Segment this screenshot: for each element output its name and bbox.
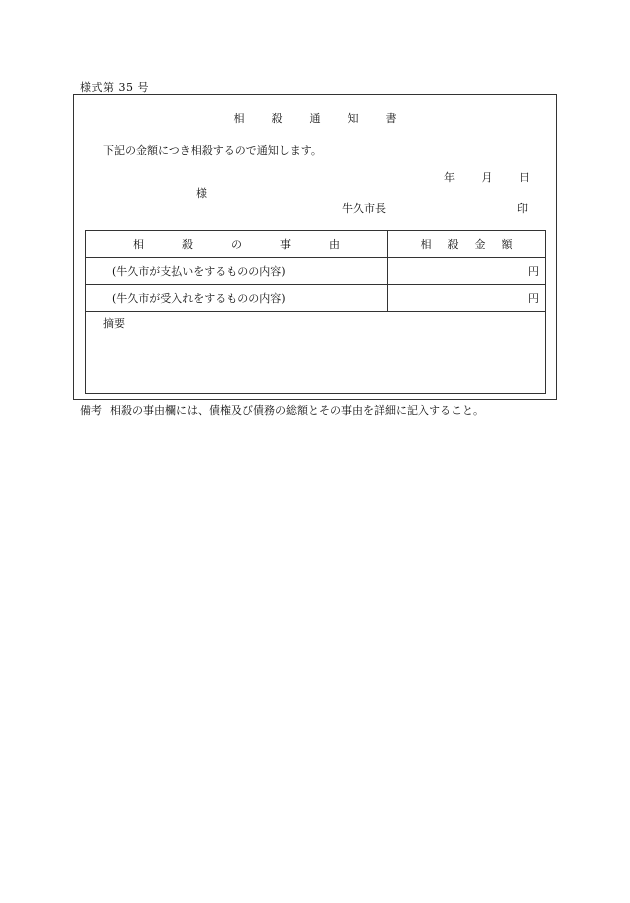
remarks-label: 備考 bbox=[80, 404, 102, 417]
header-amount: 相殺金額 bbox=[388, 231, 546, 258]
table-header-row bbox=[86, 231, 546, 258]
row-amount-unit: 円 bbox=[388, 258, 546, 285]
remarks-text: 相殺の事由欄には、債権及び債務の総額とその事由を詳細に記入すること。 bbox=[110, 404, 484, 417]
date-month-label: 月 bbox=[481, 171, 493, 184]
intro-text: 下記の金額につき相殺するので通知します。 bbox=[103, 144, 322, 157]
remarks bbox=[80, 402, 484, 418]
summary-row bbox=[86, 312, 546, 394]
table-row bbox=[86, 285, 546, 312]
sender-name: 牛久市長 bbox=[342, 202, 386, 215]
offset-table bbox=[85, 230, 546, 394]
row-amount-unit: 円 bbox=[388, 285, 546, 312]
table-row bbox=[86, 258, 546, 285]
form-number: 様式第 35 号 bbox=[80, 81, 149, 94]
date-year-label: 年 bbox=[444, 171, 455, 184]
summary-label: 摘要 bbox=[86, 312, 546, 394]
date-line bbox=[444, 169, 530, 185]
row-reason-receipt: (牛久市が受入れをするものの内容) bbox=[86, 285, 388, 312]
document-title: 相殺通知書 bbox=[233, 112, 424, 125]
row-reason-payment: (牛久市が支払いをするものの内容) bbox=[86, 258, 388, 285]
notice-form bbox=[73, 94, 557, 400]
date-day-label: 日 bbox=[519, 171, 530, 184]
header-reason: 相殺の事由 bbox=[86, 231, 388, 258]
recipient-honorific: 様 bbox=[196, 187, 207, 200]
seal-mark: 印 bbox=[517, 202, 528, 215]
